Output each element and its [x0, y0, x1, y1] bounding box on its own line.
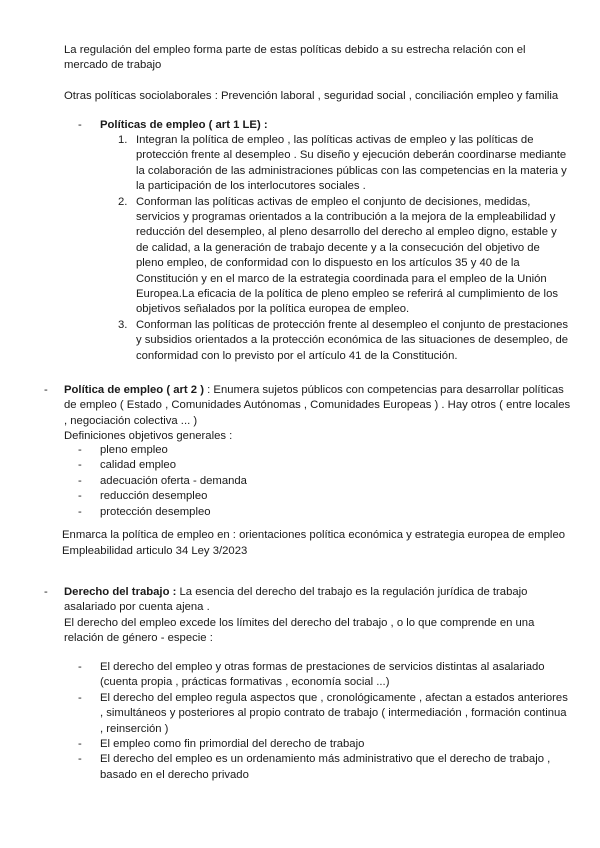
list-item-text: Conforman las políticas de protección frente al desempleo el conjunto de prestaciones y subsidios orientados a la protección económica de las situaciones de desempleo, de conformidad con lo previsto por el artículo 41 de la Constitución.	[136, 318, 569, 362]
list-item	[78, 691, 570, 737]
section-politica-empleo-art2	[44, 383, 574, 445]
section-text: La esencia del derecho del trabajo es la regulación jurídica de trabajo asalariado por cuenta ajena .	[64, 586, 528, 614]
list-item	[118, 195, 570, 318]
list-item	[78, 458, 500, 473]
definitions-label: Definiciones objetivos generales :	[64, 430, 233, 443]
list-item-text: El derecho del empleo regula aspectos que , cronológicamente , afectan a estados anteriores , simultáneos y posteriores al propio contrato de trabajo ( intermediación , formación continua , reinserción )	[100, 691, 568, 735]
list-item	[78, 474, 500, 489]
bullet-dash: -	[44, 586, 48, 598]
objective-text: calidad empleo	[100, 459, 176, 472]
note-empleabilidad: Empleabilidad articulo 34 Ley 3/2023	[62, 545, 248, 557]
bullet-dash: -	[78, 505, 82, 518]
list-number: 3.	[118, 318, 128, 331]
list-item	[78, 660, 570, 691]
intro-paragraph: La regulación del empleo forma parte de estas políticas debido a su estrecha relación con el mercado de trabajo	[64, 44, 526, 72]
list-item-text: Integran la política de empleo , las políticas activas de empleo y las políticas de protección frente al desempleo . Su diseño y ejecución deberán coordinarse mediante la colaboración de las administraciones públicas con las competencias en la materia y la participación de los interlocutores sociales .	[136, 134, 567, 193]
bullet-dash: -	[78, 691, 82, 704]
section-title: Derecho del trabajo :	[64, 586, 177, 598]
list-number: 2.	[118, 195, 128, 208]
list-item	[78, 489, 500, 504]
list-item	[78, 737, 570, 752]
derecho-list	[78, 660, 570, 783]
list-item	[78, 505, 500, 520]
intro-sociolaboral: Otras políticas sociolaborales : Prevención laboral , seguridad social , conciliación empleo y familia	[64, 90, 559, 102]
list-item	[78, 752, 570, 783]
section-text-2: El derecho del empleo excede los límites del derecho del trabajo , o lo que comprende en una relación de género - especie :	[64, 616, 535, 645]
list-item-text: El derecho del empleo es un ordenamiento más administrativo que el derecho de trabajo , basado en el derecho privado	[100, 753, 551, 781]
list-item	[118, 318, 570, 364]
bullet-dash: -	[78, 738, 82, 751]
section-title: Política de empleo ( art 2 )	[64, 384, 204, 396]
bullet-dash: -	[44, 384, 48, 396]
list-item-text: El empleo como fin primordial del derecho de trabajo	[100, 738, 365, 751]
section-text: : Enumera sujetos públicos con competencias para desarrollar políticas de empleo ( Estado , Comunidades Autónomas , Comunidades Europeas ) . Hay otros ( entre locales , negociación colectiva ... )	[64, 384, 571, 427]
objective-text: protección desempleo	[100, 505, 211, 518]
bullet-dash: -	[78, 444, 82, 456]
bullet-dash: -	[78, 119, 82, 131]
bullet-dash: -	[78, 459, 82, 472]
list-number: 1.	[118, 134, 128, 146]
list-item	[118, 133, 570, 195]
bullet-dash: -	[78, 753, 82, 766]
objective-text: pleno empleo	[100, 444, 168, 456]
list-item-text: Conforman las políticas activas de empleo el conjunto de decisiones, medidas, servicios y programas orientados a la contribución a la mejora de la empleabilidad y reducción del desempleo, al pleno desarrollo del derecho al empleo digno, estable y de calidad, a la generación de trabajo decente y a la consecución del objetivo de pleno empleo, de conformidad con lo dispuesto en los artículos 35 y 40 de la Constitución y en el marco de la estrategia coordinada para el empleo de la Unión Europea.La eficacia de la política de pleno empleo se referirá al cumplimiento de los objetivos señalados por la política europea de empleo.	[136, 195, 558, 316]
note-enmarca: Enmarca la política de empleo en : orientaciones política económica y estrategia europea de empleo	[62, 529, 566, 541]
objectives-list	[78, 443, 500, 520]
objective-text: reducción desempleo	[100, 490, 208, 503]
objective-text: adecuación oferta - demanda	[100, 474, 247, 487]
section-derecho-trabajo	[44, 585, 574, 647]
list-item	[78, 443, 500, 458]
list-item-text: El derecho del empleo y otras formas de prestaciones de servicios distintas al asalariado (cuenta propia , prácticas formativas , economía social ...)	[100, 661, 545, 689]
section-title: Políticas de empleo ( art 1 LE) :	[100, 119, 268, 131]
bullet-dash: -	[78, 474, 82, 487]
numbered-list	[118, 133, 570, 364]
bullet-dash: -	[78, 661, 82, 673]
bullet-dash: -	[78, 490, 82, 503]
